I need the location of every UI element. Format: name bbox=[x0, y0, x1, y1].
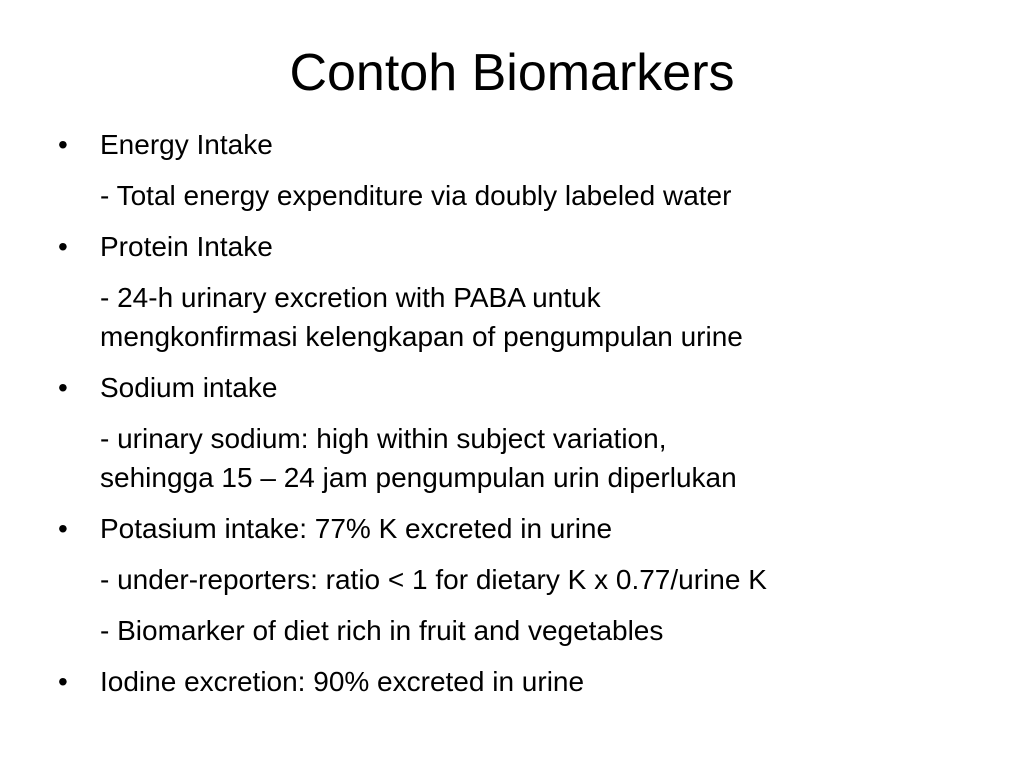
sub-item-text: - Total energy expenditure via doubly labeled water bbox=[100, 180, 732, 211]
bullet-icon: • bbox=[58, 129, 68, 160]
slide-body bbox=[58, 125, 978, 713]
slide-title: Contoh Biomarkers bbox=[289, 44, 735, 102]
bullet-text: Sodium intake bbox=[100, 372, 278, 403]
sub-item-potasium-biomarker bbox=[58, 611, 978, 650]
sub-item-text: - 24-h urinary excretion with PABA untuk bbox=[100, 282, 601, 313]
sub-item-protein bbox=[58, 278, 978, 317]
bullet-icon: • bbox=[58, 666, 68, 697]
bullet-item-energy-intake bbox=[58, 125, 978, 164]
bullet-text: Iodine excretion: 90% excreted in urine bbox=[100, 666, 585, 697]
sub-item-text: mengkonfirmasi kelengkapan of pengumpulan urine bbox=[100, 321, 743, 352]
bullet-icon: • bbox=[58, 372, 68, 403]
sub-item-text: - Biomarker of diet rich in fruit and vegetables bbox=[100, 615, 664, 646]
bullet-item-protein-intake bbox=[58, 227, 978, 266]
bullet-text: Energy Intake bbox=[100, 129, 273, 160]
sub-item-sodium bbox=[58, 419, 978, 458]
sub-item-text: - urinary sodium: high within subject variation, bbox=[100, 423, 667, 454]
bullet-icon: • bbox=[58, 231, 68, 262]
bullet-text: Potasium intake: 77% K excreted in urine bbox=[100, 513, 613, 544]
sub-item-text: - under-reporters: ratio < 1 for dietary K x 0.77/urine K bbox=[100, 564, 767, 595]
sub-item-energy bbox=[58, 176, 978, 215]
sub-item-protein-continued bbox=[58, 317, 978, 356]
bullet-item-iodine-excretion bbox=[58, 662, 978, 701]
sub-item-text: sehingga 15 – 24 jam pengumpulan urin diperlukan bbox=[100, 462, 737, 493]
bullet-icon: • bbox=[58, 513, 68, 544]
sub-item-sodium-continued bbox=[58, 458, 978, 497]
bullet-item-potasium-intake bbox=[58, 509, 978, 548]
sub-item-potasium-ratio bbox=[58, 560, 978, 599]
bullet-text: Protein Intake bbox=[100, 231, 273, 262]
bullet-item-sodium-intake bbox=[58, 368, 978, 407]
